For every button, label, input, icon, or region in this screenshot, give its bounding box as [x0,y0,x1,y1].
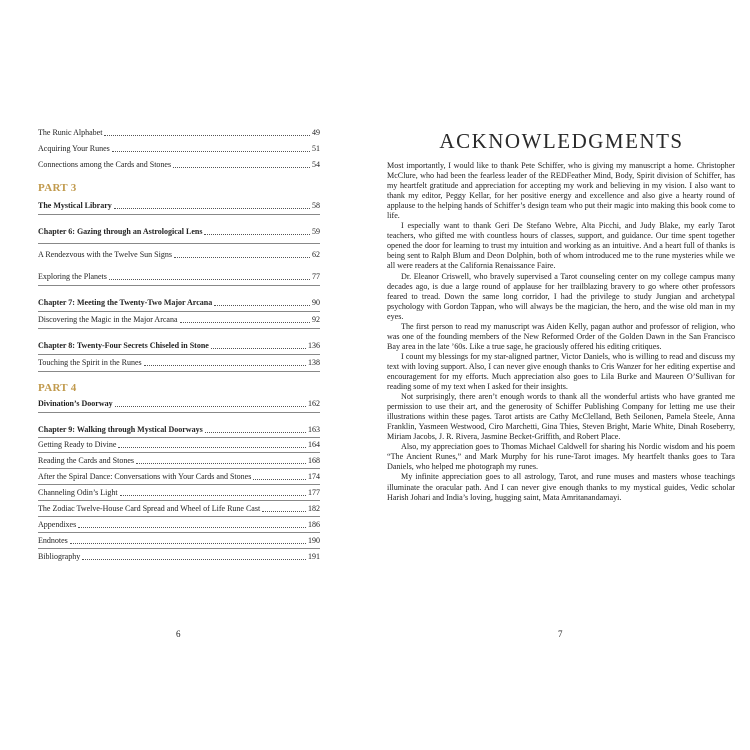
toc-leader [136,463,306,464]
toc-entry-page: 136 [308,341,320,350]
toc-leader [118,447,306,448]
page-number-right: 7 [558,629,563,639]
toc-entry-title: Touching the Spirit in the Runes [38,358,142,367]
toc-entry-page: 138 [308,358,320,367]
toc-entry [38,160,320,170]
toc-leader [253,479,306,480]
toc-leader [262,511,306,512]
toc-entry-page: 77 [312,272,320,281]
toc-entry-chapter-8 [38,341,320,351]
toc-entry [38,315,320,325]
toc-leader [104,135,310,136]
toc-leader [82,559,306,560]
toc-entry-title: Channeling Odin’s Light [38,488,118,497]
paragraph: The first person to read my manuscript was Aiden Kelly, pagan author and professor of religion, who was one of the founding members of the New Reformed Order of the Golden Dawn in the San Francisco Bay area in the late ’60s. Like a true sage, he graciously offered his editing critiques. [387,321,735,351]
toc-leader [205,432,306,433]
toc-entry-page: 182 [308,504,320,513]
paragraph: I count my blessings for my star-aligned partner, Victor Daniels, who is willing to read and discuss my text with loving support. Also, I can never give enough thanks to Cris Wanzer for her editing expertise and encouragement for my efforts. Much appreciation also goes to Lila Burke and Maureen O’Sullivan for reading some of my text when I asked for their insights. [387,351,735,392]
toc-entry-title: Exploring the Planets [38,272,107,281]
toc-leader [211,348,306,349]
toc-leader [112,151,310,152]
toc-leader [114,208,310,209]
toc-entry-page: 186 [308,520,320,529]
part-4-heading [38,399,320,409]
toc-entry-chapter-9 [38,425,320,435]
toc-top-entries [38,128,320,170]
toc-entry-page: 162 [308,399,320,408]
toc-entry-page: 92 [312,315,320,324]
toc-entry-title: Chapter 8: Twenty-Four Secrets Chiseled in Stone [38,341,209,350]
toc-entry-title: Getting Ready to Divine [38,440,117,449]
toc-leader [173,167,310,168]
toc-entry-page: 90 [312,298,320,307]
toc-entry-page: 163 [308,425,320,434]
toc-entry-title: Acquiring Your Runes [38,144,110,153]
toc-entry-title: The Zodiac Twelve-House Card Spread and Wheel of Life Rune Cast [38,504,261,513]
toc-entry-chapter-6 [38,227,320,237]
toc-entry [38,358,320,368]
toc-entry [38,144,320,154]
toc-entry [38,488,320,498]
toc-entry [38,520,320,530]
toc-entry-page: 54 [312,160,320,169]
acknowledgments-body [387,161,735,503]
toc-entry-title: Chapter 9: Walking through Mystical Doorways [38,425,203,434]
paragraph: Also, my appreciation goes to Thomas Michael Caldwell for sharing his Nordic wisdom and his poem “The Ancient Runes,” and Mark Murphy for his rune-Tarot images. My heartfelt thanks goes to Tara Daniels, who helped me photograph my runes. [387,442,735,472]
toc-leader [78,527,306,528]
toc-entry [38,128,320,138]
toc-leader [214,305,310,306]
toc-leader [180,322,310,323]
part-4-label: PART 4 [38,382,77,394]
toc-entry [38,440,320,450]
paragraph: Most importantly, I would like to thank Pete Schiffer, who is giving my manuscript a home. Christopher McClure, who had been the fearless leader of the REDFeather Mind, Body, Spirit division of Schiffer, has my heartfelt gratitude and appreciation for accepting my work and believing in my vision. I also want to thank my editor, Peggy Kellar, for her positive energy and excellence and also give a hearty round of applause to the helping hands of Schiffer’s design team who put their magic into making this book come to life. [387,161,735,221]
toc-leader [109,279,310,280]
part-3-heading [38,201,320,211]
toc-entry-page: 177 [308,488,320,497]
paragraph: Not surprisingly, there aren’t enough words to thank all the wonderful artists who have granted me permission to use their art, and the generosity of Schiffer Publishing Company for letting me use their illustrations within these pages. Tarot artists are Cathy McClelland, Beth Seilonen, Pamela Steele, Anna Franklin, Yasmeen Westwood, Ciro Marchetti, Gina Thies, Steven Bright, Marie White, Dinah Roseberry, Miriam Jacobs, J. R. Rivera, Jasmine Becket-Griffith, and Robert Place. [387,392,735,442]
toc-entry-title: Discovering the Magic in the Major Arcana [38,315,178,324]
toc-entry-chapter-7 [38,298,320,308]
toc-entry-page: 190 [308,536,320,545]
toc-entry-title: The Runic Alphabet [38,128,103,137]
paragraph: Dr. Eleanor Criswell, who bravely supervised a Tarot counseling center on my college campus many decades ago, is due a large round of applause for her trailblazing bravery to go where other professors feared to tread. Down the same long corridor, I had the privilege to study Jungian and archetypal psychology with Gordon Tappan, who will always be the magician, the hero, and the wise old man in my eyes. [387,271,735,321]
toc-entry-title: Divination’s Doorway [38,399,113,408]
toc-entry [38,472,320,482]
toc-entry [38,456,320,466]
page-title: ACKNOWLEDGMENTS [439,129,684,153]
toc-leader [174,257,310,258]
toc-leader [144,365,306,366]
toc-entry-page: 168 [308,456,320,465]
toc-entry-page: 59 [312,227,320,236]
toc-leader [120,495,306,496]
toc-entry-page: 49 [312,128,320,137]
toc-entry-title: Bibliography [38,552,81,561]
toc-entry [38,272,320,282]
toc-entry [38,536,320,546]
toc-entry-title: Chapter 7: Meeting the Twenty-Two Major Arcana [38,298,213,307]
toc-entry-title: Appendixes [38,520,77,529]
toc-leader [115,406,306,407]
table-of-contents [38,128,320,562]
toc-entry-page: 62 [312,250,320,259]
toc-entry-title: A Rendezvous with the Twelve Sun Signs [38,250,172,259]
toc-entry-page: 191 [308,552,320,561]
page-number-left: 6 [176,629,181,639]
toc-entry-title: Connections among the Cards and Stones [38,160,172,169]
paragraph: My infinite appreciation goes to all astrology, Tarot, and rune muses and masters whose teachings illuminate the oracular path. And I can never give enough thanks to my mystical guides, Vedic scholar Harish Johari and India’s loving, hugging saint, Mata Amritanandamayi. [387,472,735,502]
toc-entry-page: 58 [312,201,320,210]
toc-leader [70,543,306,544]
toc-entry [38,504,320,514]
toc-entry-title: Chapter 6: Gazing through an Astrological Lens [38,227,203,236]
toc-entry [38,552,320,562]
toc-entry-page: 174 [308,472,320,481]
toc-entry-title: The Mystical Library [38,201,112,210]
right-page [375,0,750,750]
paragraph: I especially want to thank Geri De Stefano Webre, Alta Picchi, and Judy Blake, my early Tarot teachers, who gifted me with countless hours of classes, support, and guidance. Our time spent together opened the door for learning to trust my intuition and working as an intuitive. And a heart full of thanks is being sent to Ralph Blum and Deon Dolphin, both of whom introduced me to the rune mysteries while we all were readers at the California Renaissance Faire. [387,221,735,271]
toc-entry-page: 164 [308,440,320,449]
toc-entry-title: Endnotes [38,536,68,545]
toc-entry-title: After the Spiral Dance: Conversations with Your Cards and Stones [38,472,252,481]
toc-leader [204,234,310,235]
toc-entry [38,250,320,260]
toc-entry-title: Reading the Cards and Stones [38,456,134,465]
toc-entry-page: 51 [312,144,320,153]
part-3-label: PART 3 [38,182,77,194]
